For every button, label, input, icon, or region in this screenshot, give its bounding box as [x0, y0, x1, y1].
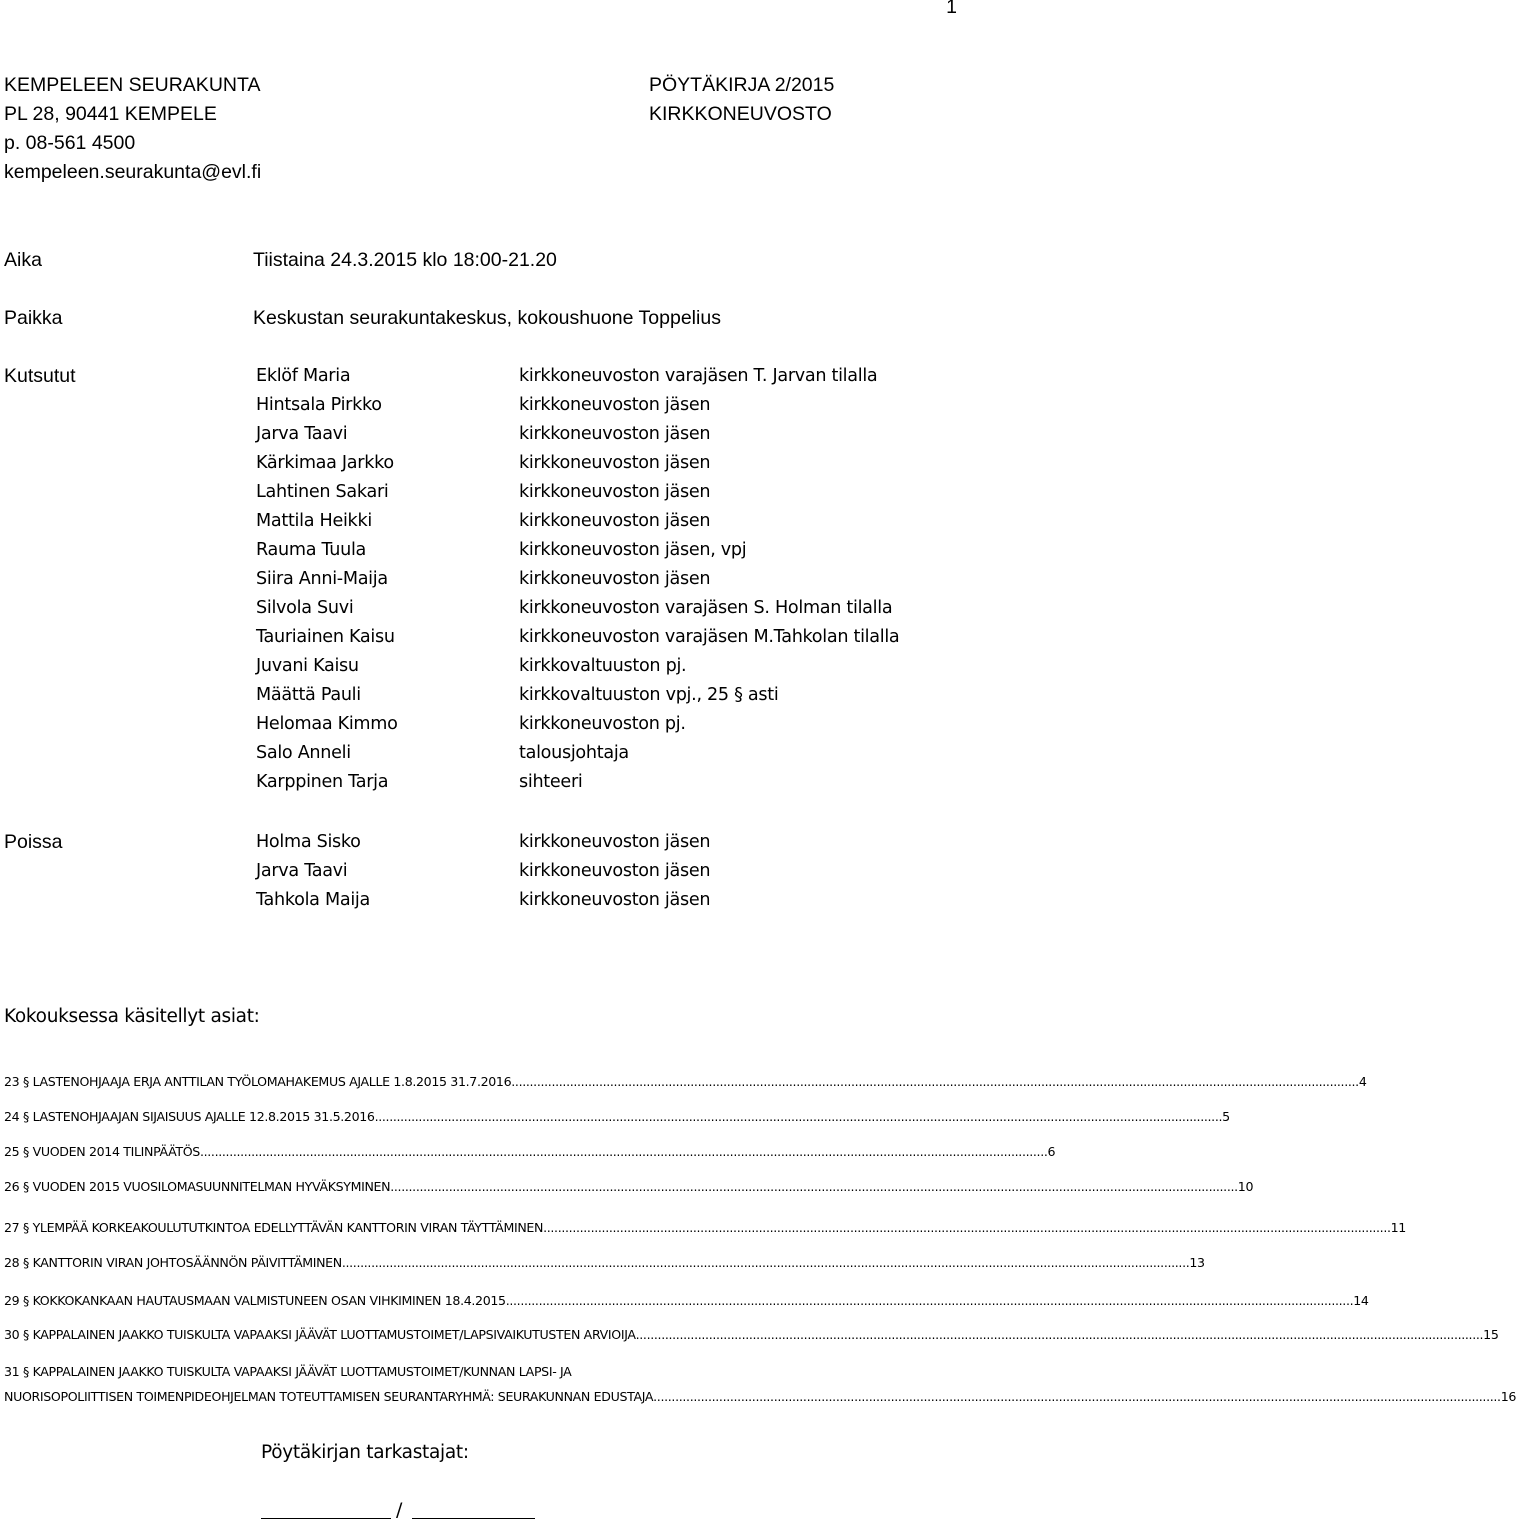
invited-name: Jarva Taavi [256, 424, 348, 444]
invited-name: Määttä Pauli [256, 685, 361, 705]
agenda-item-page: 11 [1390, 1220, 1406, 1235]
agenda-item-title: 24 § LASTENOHJAAJAN SIJAISUUS AJALLE 12.8.2015 31.5.2016 [4, 1109, 375, 1124]
absent-role: kirkkoneuvoston jäsen [519, 832, 711, 852]
governing-body: KIRKKONEUVOSTO [649, 103, 832, 125]
invited-role: kirkkoneuvoston jäsen [519, 453, 711, 473]
invited-role: kirkkoneuvoston jäsen [519, 569, 711, 589]
agenda-item-title: 29 § KOKKOKANKAAN HAUTAUSMAAN VALMISTUNEEN OSAN VIHKIMINEN 18.4.2015 [4, 1293, 506, 1308]
invited-name: Karppinen Tarja [256, 772, 389, 792]
invited-role: kirkkoneuvoston varajäsen T. Jarvan tilalla [519, 366, 878, 386]
agenda-item-page: 16 [1500, 1389, 1516, 1404]
agenda-item-leader [653, 1388, 1501, 1406]
agenda-item-page: 5 [1222, 1109, 1230, 1124]
org-address: PL 28, 90441 KEMPELE [4, 103, 217, 125]
agenda-item [4, 1254, 1205, 1272]
invited-name: Siira Anni-Maija [256, 569, 388, 589]
invited-name: Salo Anneli [256, 743, 351, 763]
invited-role: kirkkovaltuuston vpj., 25 § asti [519, 685, 779, 705]
agenda-item-leader [375, 1108, 1223, 1126]
time-label: Aika [4, 249, 42, 271]
reviewer-separator: / [396, 1499, 403, 1521]
agenda-item-title: 23 § LASTENOHJAAJA ERJA ANTTILAN TYÖLOMAHAKEMUS AJALLE 1.8.2015 31.7.2016 [4, 1074, 512, 1089]
place-label: Paikka [4, 307, 63, 329]
absent-name: Tahkola Maija [256, 890, 370, 910]
invited-role: kirkkoneuvoston jäsen [519, 424, 711, 444]
agenda-item-title: 26 § VUODEN 2015 VUOSILOMASUUNNITELMAN HYVÄKSYMINEN [4, 1179, 391, 1194]
agenda-item [4, 1108, 1230, 1126]
invited-name: Lahtinen Sakari [256, 482, 389, 502]
invited-role: talousjohtaja [519, 743, 629, 763]
agenda-item [4, 1143, 1056, 1161]
invited-label: Kutsutut [4, 365, 76, 387]
agenda-item-title: 27 § YLEMPÄÄ KORKEAKOULUTUTKINTOA EDELLYTTÄVÄN KANTTORIN VIRAN TÄYTTÄMINEN [4, 1220, 544, 1235]
invited-name: Hintsala Pirkko [256, 395, 382, 415]
invited-name: Helomaa Kimmo [256, 714, 398, 734]
agenda-item [4, 1178, 1254, 1196]
org-name: KEMPELEEN SEURAKUNTA [4, 74, 261, 96]
invited-role: kirkkovaltuuston pj. [519, 656, 687, 676]
agenda-item-leader [543, 1219, 1391, 1237]
absent-role: kirkkoneuvoston jäsen [519, 890, 711, 910]
absent-name: Holma Sisko [256, 832, 361, 852]
invited-role: kirkkoneuvoston pj. [519, 714, 686, 734]
invited-role: kirkkoneuvoston jäsen [519, 395, 711, 415]
agenda-item [4, 1292, 1369, 1310]
absent-name: Jarva Taavi [256, 861, 348, 881]
invited-role: kirkkoneuvoston jäsen, vpj [519, 540, 747, 560]
agenda-item-page: 4 [1358, 1074, 1367, 1089]
agenda-item-leader [342, 1254, 1190, 1272]
reviewer-signature-line-2 [412, 1518, 535, 1519]
invited-role: sihteeri [519, 772, 583, 792]
agenda-item [4, 1326, 1499, 1344]
agenda-item [4, 1073, 1367, 1091]
agenda-item-title-line1: 31 § KAPPALAINEN JAAKKO TUISKULTA VAPAAKSI JÄÄVÄT LUOTTAMUSTOIMET/KUNNAN LAPSI- JA [4, 1364, 572, 1379]
place-value: Keskustan seurakuntakeskus, kokoushuone Toppelius [253, 307, 721, 329]
agenda-item-page: 15 [1483, 1327, 1499, 1342]
agenda-item-title: 28 § KANTTORIN VIRAN JOHTOSÄÄNNÖN PÄIVITTÄMINEN [4, 1255, 342, 1270]
reviewers-heading: Pöytäkirjan tarkastajat: [261, 1442, 469, 1463]
invited-name: Rauma Tuula [256, 540, 367, 560]
agenda-item [4, 1219, 1406, 1237]
agenda-item-leader [506, 1292, 1354, 1310]
absent-role: kirkkoneuvoston jäsen [519, 861, 711, 881]
invited-name: Juvani Kaisu [256, 656, 359, 676]
agenda-item-page: 10 [1237, 1179, 1254, 1194]
page-number: 1 [946, 0, 957, 18]
invited-name: Kärkimaa Jarkko [256, 453, 394, 473]
agenda-item [4, 1388, 1516, 1406]
invited-name: Silvola Suvi [256, 598, 354, 618]
agenda-item-page: 13 [1189, 1255, 1205, 1270]
agenda-item-title: 25 § VUODEN 2014 TILINPÄÄTÖS [4, 1144, 200, 1159]
org-phone: p. 08-561 4500 [4, 132, 136, 154]
agenda-item-page: 6 [1047, 1144, 1056, 1159]
invited-role: kirkkoneuvoston jäsen [519, 511, 711, 531]
invited-name: Tauriainen Kaisu [256, 627, 395, 647]
reviewer-signature-line-1 [261, 1518, 391, 1519]
agenda-item-leader [200, 1143, 1048, 1161]
invited-role: kirkkoneuvoston varajäsen M.Tahkolan tilalla [519, 627, 900, 647]
document-title: PÖYTÄKIRJA 2/2015 [649, 74, 835, 96]
absent-label: Poissa [4, 831, 63, 853]
agenda-item-page: 14 [1353, 1293, 1369, 1308]
agenda-item-leader [511, 1073, 1359, 1091]
invited-name: Eklöf Maria [256, 366, 351, 386]
agenda-item-leader [390, 1178, 1238, 1196]
invited-name: Mattila Heikki [256, 511, 372, 531]
invited-role: kirkkoneuvoston jäsen [519, 482, 711, 502]
time-value: Tiistaina 24.3.2015 klo 18:00-21.20 [253, 249, 557, 271]
agenda-heading: Kokouksessa käsitellyt asiat: [4, 1006, 260, 1027]
agenda-item-title: 30 § KAPPALAINEN JAAKKO TUISKULTA VAPAAKSI JÄÄVÄT LUOTTAMUSTOIMET/LAPSIVAIKUTUSTEN ARVIOIJA [4, 1327, 636, 1342]
agenda-item-leader [636, 1326, 1484, 1344]
agenda-item-title: NUORISOPOLIITTISEN TOIMENPIDEOHJELMAN TOTEUTTAMISEN SEURANTARYHMÄ: SEURAKUNNAN EDUSTAJA [4, 1389, 654, 1404]
org-email: kempeleen.seurakunta@evl.fi [4, 161, 262, 183]
invited-role: kirkkoneuvoston varajäsen S. Holman tilalla [519, 598, 893, 618]
